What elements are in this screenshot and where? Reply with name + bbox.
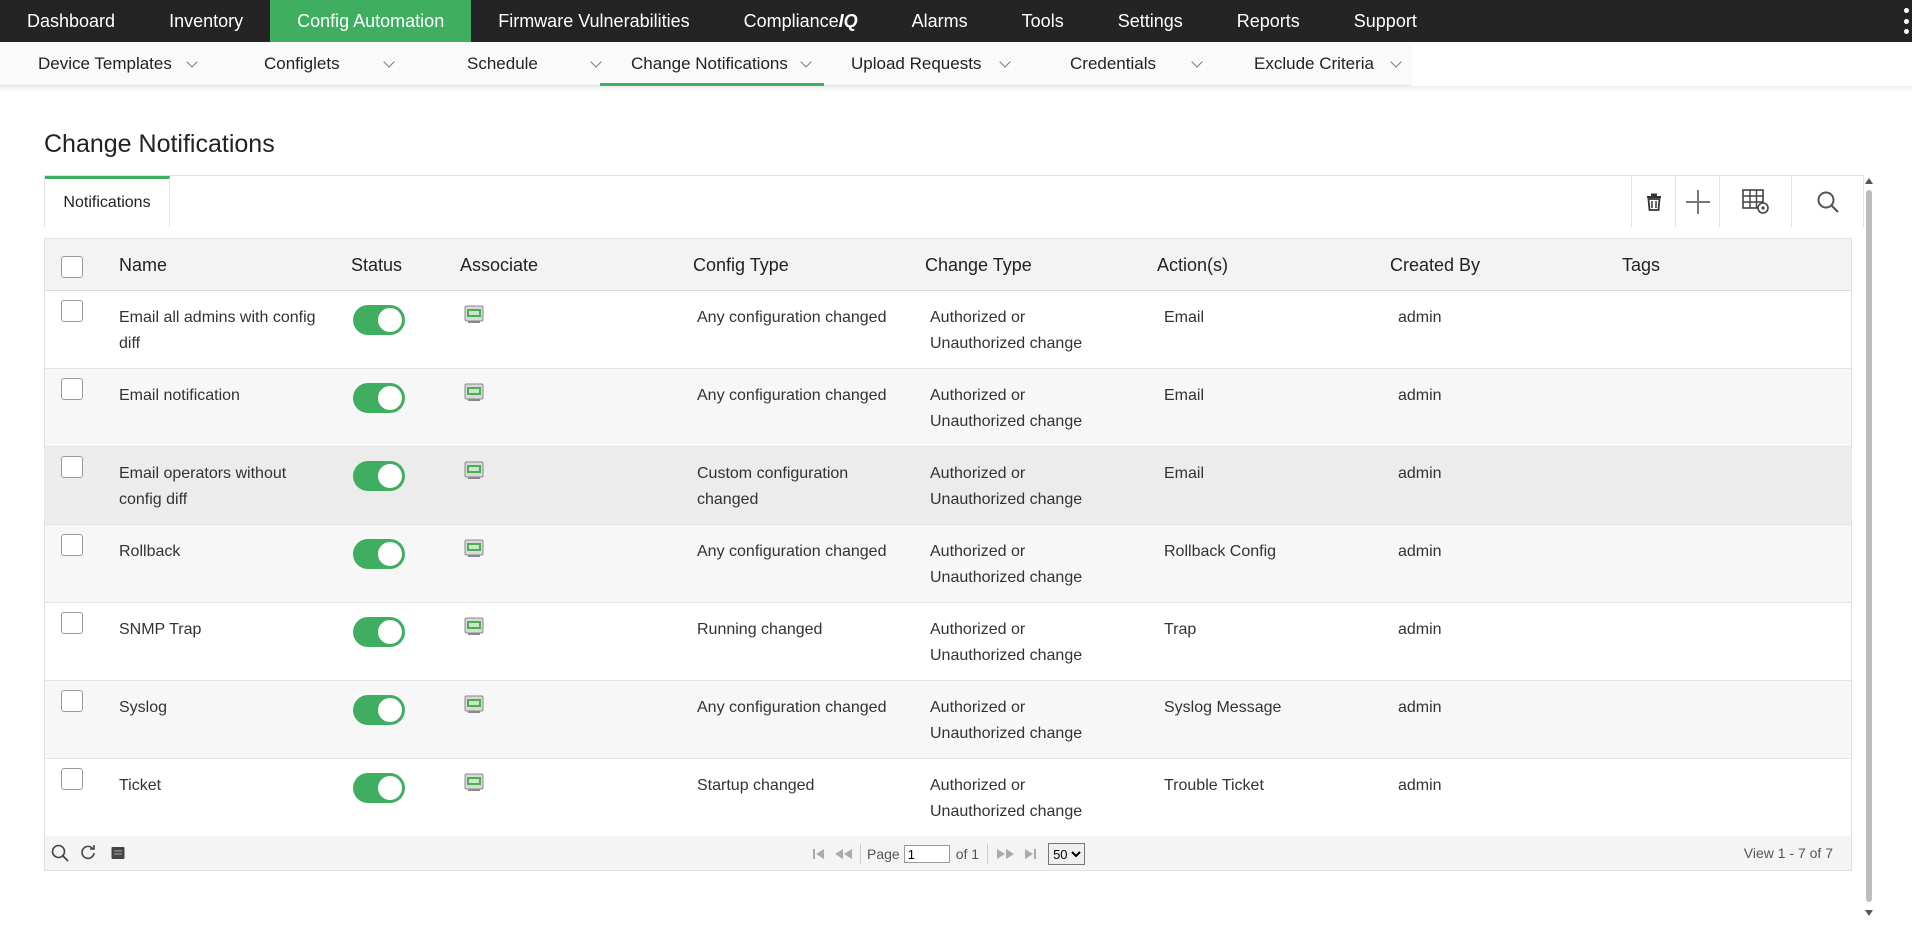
associate-devices-icon[interactable] bbox=[463, 539, 485, 559]
search-button[interactable] bbox=[1791, 176, 1863, 227]
config-type: Any configuration changed bbox=[697, 387, 887, 404]
status-toggle[interactable] bbox=[353, 617, 405, 647]
column-header-change-type[interactable]: Change Type bbox=[925, 254, 1032, 275]
pager-separator bbox=[987, 844, 988, 864]
action: Rollback Config bbox=[1164, 543, 1277, 560]
nav-reports[interactable]: Reports bbox=[1236, 10, 1300, 31]
page-label: Page bbox=[867, 846, 900, 862]
subnav-label: Device Templates bbox=[38, 54, 172, 73]
row-checkbox[interactable] bbox=[61, 456, 83, 478]
created-by: admin bbox=[1398, 699, 1442, 716]
notification-name[interactable]: Rollback bbox=[119, 543, 181, 560]
subnav-credentials[interactable] bbox=[1070, 42, 1201, 86]
nav-compliance-iq-suffix: IQ bbox=[838, 10, 858, 31]
subnav-change-notifications[interactable] bbox=[631, 42, 810, 86]
status-toggle[interactable] bbox=[353, 461, 405, 491]
subnav-upload-requests[interactable] bbox=[851, 42, 1009, 86]
table-body bbox=[45, 291, 1851, 837]
top-nav bbox=[0, 0, 1912, 42]
notification-name[interactable]: SNMP Trap bbox=[119, 621, 202, 638]
subnav-schedule[interactable] bbox=[467, 42, 600, 86]
more-menu-icon[interactable] bbox=[1902, 8, 1910, 34]
associate-devices-icon[interactable] bbox=[463, 383, 485, 403]
notifications-table bbox=[44, 238, 1852, 838]
subnav-label: Upload Requests bbox=[851, 54, 982, 73]
notification-name[interactable]: Email all admins with config diff bbox=[119, 309, 316, 352]
table-row[interactable] bbox=[45, 291, 1851, 369]
nav-support[interactable]: Support bbox=[1353, 10, 1417, 31]
column-header-associate[interactable]: Associate bbox=[460, 254, 539, 275]
notification-name[interactable]: Email notification bbox=[119, 387, 240, 404]
action: Syslog Message bbox=[1164, 699, 1282, 716]
subnav-label: Credentials bbox=[1070, 54, 1156, 73]
grid-footer bbox=[44, 836, 1852, 871]
export-icon[interactable] bbox=[111, 846, 125, 860]
last-page-icon[interactable] bbox=[1023, 847, 1037, 861]
subnav-label: Exclude Criteria bbox=[1254, 54, 1374, 73]
column-header-config-type[interactable]: Config Type bbox=[693, 254, 789, 275]
status-toggle[interactable] bbox=[353, 773, 405, 803]
page-number-input[interactable] bbox=[904, 845, 950, 863]
pager-separator bbox=[860, 844, 861, 864]
column-header-tags[interactable]: Tags bbox=[1622, 254, 1661, 275]
table-header bbox=[45, 239, 1851, 291]
change-type: Authorized or Unauthorized change bbox=[930, 699, 1083, 742]
page-size-select[interactable] bbox=[1048, 843, 1085, 865]
status-toggle[interactable] bbox=[353, 695, 405, 725]
associate-devices-icon[interactable] bbox=[463, 305, 485, 325]
change-type: Authorized or Unauthorized change bbox=[930, 543, 1083, 586]
chevron-down-icon[interactable] bbox=[800, 56, 811, 67]
nav-tools[interactable]: Tools bbox=[1021, 10, 1064, 31]
chevron-down-icon[interactable] bbox=[1191, 56, 1202, 67]
associate-devices-icon[interactable] bbox=[463, 695, 485, 715]
table-row[interactable] bbox=[45, 681, 1851, 759]
vertical-scrollbar[interactable] bbox=[1864, 176, 1874, 916]
change-type: Authorized or Unauthorized change bbox=[930, 465, 1083, 508]
scroll-thumb[interactable] bbox=[1866, 190, 1872, 902]
nav-inventory[interactable]: Inventory bbox=[169, 10, 244, 31]
grid-panel-header bbox=[44, 175, 1864, 227]
action: Email bbox=[1164, 309, 1205, 326]
view-info: View 1 - 7 of 7 bbox=[1743, 845, 1833, 861]
column-header-name[interactable]: Name bbox=[119, 254, 168, 275]
add-button[interactable] bbox=[1675, 176, 1719, 227]
action: Trap bbox=[1164, 621, 1197, 638]
config-type: Any configuration changed bbox=[697, 699, 887, 716]
config-type: Startup changed bbox=[697, 777, 815, 794]
created-by: admin bbox=[1398, 621, 1442, 638]
nav-compliance-iq[interactable] bbox=[717, 0, 885, 42]
created-by: admin bbox=[1398, 543, 1442, 560]
chevron-down-icon[interactable] bbox=[383, 56, 394, 67]
change-type: Authorized or Unauthorized change bbox=[930, 387, 1083, 430]
status-toggle[interactable] bbox=[353, 539, 405, 569]
subnav-label: Change Notifications bbox=[631, 54, 788, 73]
change-type: Authorized or Unauthorized change bbox=[930, 621, 1083, 664]
row-checkbox[interactable] bbox=[61, 378, 83, 400]
column-header-actions[interactable]: Action(s) bbox=[1157, 254, 1229, 275]
scroll-down-arrow[interactable] bbox=[1865, 910, 1873, 916]
select-all-checkbox[interactable] bbox=[61, 256, 83, 278]
change-type: Authorized or Unauthorized change bbox=[930, 777, 1083, 820]
column-header-created-by[interactable]: Created By bbox=[1390, 254, 1481, 275]
delete-icon bbox=[1646, 193, 1662, 211]
chevron-down-icon[interactable] bbox=[1390, 56, 1401, 67]
nav-alarms[interactable]: Alarms bbox=[911, 10, 968, 31]
action: Trouble Ticket bbox=[1164, 777, 1264, 794]
row-checkbox[interactable] bbox=[61, 534, 83, 556]
next-page-icon[interactable] bbox=[996, 847, 1016, 861]
prev-page-icon[interactable] bbox=[833, 847, 853, 861]
search-icon[interactable] bbox=[51, 844, 69, 862]
column-header-status[interactable]: Status bbox=[351, 254, 403, 275]
chevron-down-icon[interactable] bbox=[1000, 56, 1011, 67]
scroll-up-arrow[interactable] bbox=[1865, 178, 1873, 184]
delete-button[interactable] bbox=[1631, 176, 1675, 227]
config-type: Any configuration changed bbox=[697, 543, 887, 560]
page-count: of 1 bbox=[955, 846, 980, 862]
tab-notifications[interactable]: Notifications bbox=[45, 176, 170, 227]
notification-name[interactable]: Email operators without config diff bbox=[119, 465, 287, 508]
toolbar bbox=[1631, 176, 1863, 227]
table-row[interactable] bbox=[45, 759, 1851, 837]
notification-name[interactable]: Ticket bbox=[119, 777, 162, 794]
column-settings-button[interactable] bbox=[1719, 176, 1791, 227]
chevron-down-icon[interactable] bbox=[590, 56, 601, 67]
created-by: admin bbox=[1398, 309, 1442, 326]
chevron-down-icon[interactable] bbox=[186, 56, 197, 67]
table-row[interactable] bbox=[45, 447, 1851, 525]
subnav-label: Configlets bbox=[264, 54, 340, 73]
pager bbox=[812, 843, 1085, 865]
nav-firmware-vulnerabilities[interactable]: Firmware Vulnerabilities bbox=[498, 10, 690, 31]
associate-devices-icon[interactable] bbox=[463, 461, 485, 481]
action: Email bbox=[1164, 465, 1205, 482]
associate-devices-icon[interactable] bbox=[463, 773, 485, 793]
subnav-exclude-criteria[interactable] bbox=[1254, 42, 1400, 86]
table-row[interactable] bbox=[45, 525, 1851, 603]
search-icon bbox=[1816, 190, 1840, 214]
config-type: Custom configuration changed bbox=[697, 465, 849, 508]
row-checkbox[interactable] bbox=[61, 768, 83, 790]
created-by: admin bbox=[1398, 777, 1442, 794]
row-checkbox[interactable] bbox=[61, 690, 83, 712]
subnav-shadow bbox=[0, 86, 1912, 92]
associate-devices-icon[interactable] bbox=[463, 617, 485, 637]
status-toggle[interactable] bbox=[353, 305, 405, 335]
refresh-icon[interactable] bbox=[80, 844, 96, 860]
action: Email bbox=[1164, 387, 1205, 404]
change-type: Authorized or Unauthorized change bbox=[930, 309, 1083, 352]
row-checkbox[interactable] bbox=[61, 300, 83, 322]
nav-settings[interactable]: Settings bbox=[1117, 10, 1183, 31]
table-row[interactable] bbox=[45, 369, 1851, 447]
row-checkbox[interactable] bbox=[61, 612, 83, 634]
created-by: admin bbox=[1398, 387, 1442, 404]
subnav-device-templates[interactable] bbox=[38, 42, 196, 86]
status-toggle[interactable] bbox=[353, 383, 405, 413]
page-title: Change Notifications bbox=[44, 130, 275, 158]
subnav-configlets[interactable] bbox=[264, 42, 393, 86]
config-type: Any configuration changed bbox=[697, 309, 887, 326]
created-by: admin bbox=[1398, 465, 1442, 482]
first-page-icon[interactable] bbox=[812, 847, 826, 861]
nav-compliance-label: Compliance bbox=[743, 10, 839, 31]
nav-config-automation[interactable]: Config Automation bbox=[270, 0, 471, 42]
notification-name[interactable]: Syslog bbox=[119, 699, 168, 716]
add-icon bbox=[1684, 188, 1712, 216]
config-type: Running changed bbox=[697, 621, 823, 638]
table-row[interactable] bbox=[45, 603, 1851, 681]
sub-nav bbox=[0, 42, 1412, 86]
subnav-label: Schedule bbox=[467, 54, 538, 73]
nav-dashboard[interactable]: Dashboard bbox=[27, 10, 116, 31]
column-settings-icon bbox=[1742, 189, 1770, 215]
